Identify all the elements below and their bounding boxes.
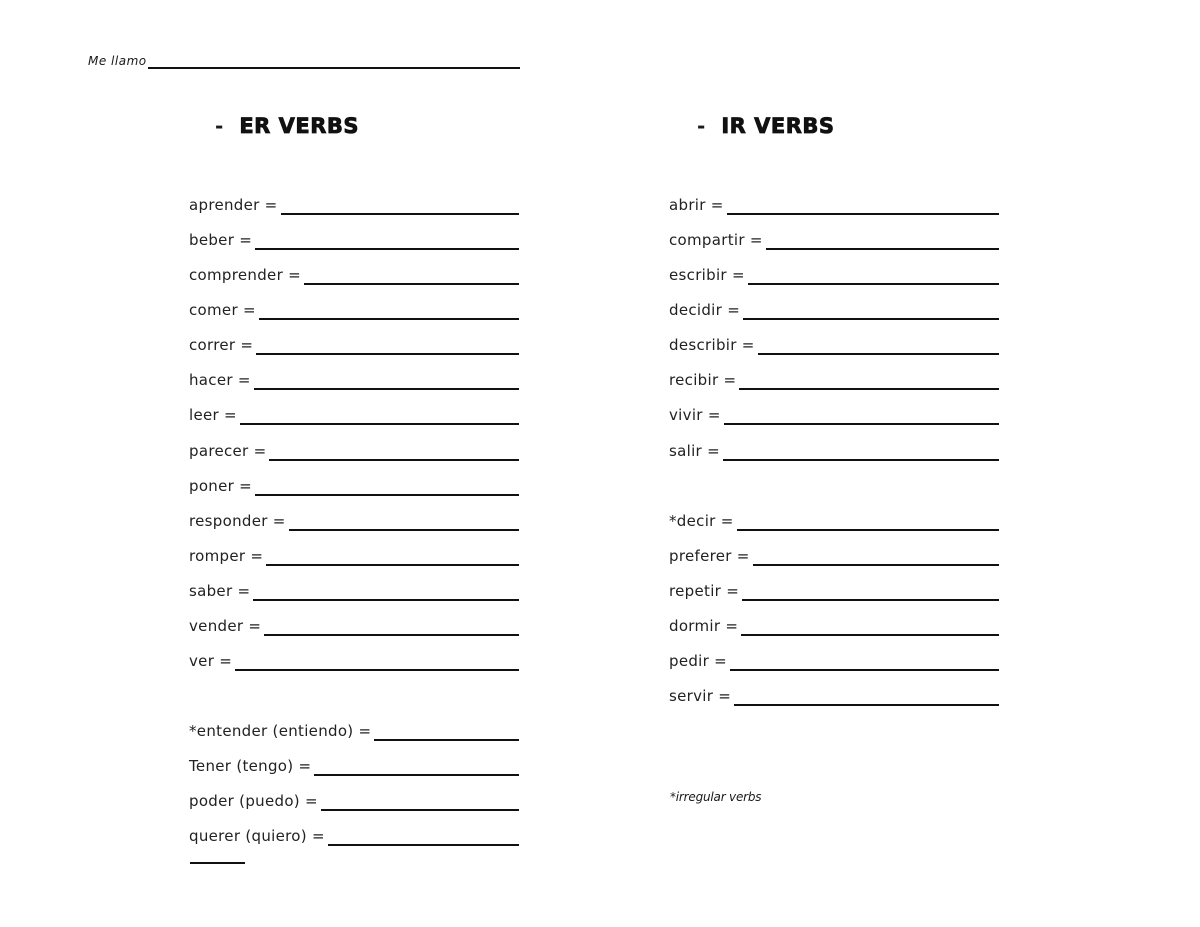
verb-label: *entender (entiendo) = bbox=[189, 722, 372, 740]
irregular-verb-row bbox=[669, 541, 999, 565]
verb-label: preferer = bbox=[669, 547, 750, 565]
answer-line[interactable] bbox=[734, 704, 999, 706]
name-field bbox=[88, 54, 520, 68]
verb-row bbox=[189, 611, 519, 635]
verb-row bbox=[189, 225, 519, 249]
ir-verbs-heading bbox=[697, 114, 835, 138]
irregular-verb-row bbox=[669, 576, 999, 600]
answer-line-continuation[interactable] bbox=[190, 862, 245, 864]
irregular-verbs-footnote: *irregular verbs bbox=[670, 790, 762, 804]
answer-line[interactable] bbox=[321, 809, 519, 811]
irregular-verb-row bbox=[669, 681, 999, 705]
verb-label: compartir = bbox=[669, 231, 763, 249]
verb-label: recibir = bbox=[669, 371, 737, 389]
verb-label: decidir = bbox=[669, 301, 741, 319]
answer-line[interactable] bbox=[753, 564, 999, 566]
answer-line[interactable] bbox=[255, 248, 519, 250]
answer-line[interactable] bbox=[253, 599, 519, 601]
verb-row bbox=[189, 436, 519, 460]
answer-line[interactable] bbox=[254, 388, 519, 390]
verb-label: abrir = bbox=[669, 196, 724, 214]
verb-label: leer = bbox=[189, 406, 237, 424]
verb-row bbox=[669, 295, 999, 319]
verb-label: *decir = bbox=[669, 512, 734, 530]
verb-label: hacer = bbox=[189, 371, 251, 389]
verb-label: saber = bbox=[189, 582, 251, 600]
verb-row bbox=[669, 365, 999, 389]
er-heading-title: ER VERBS bbox=[239, 114, 360, 138]
verb-row bbox=[669, 260, 999, 284]
verb-row bbox=[669, 190, 999, 214]
verb-row bbox=[189, 541, 519, 565]
verb-label: poder (puedo) = bbox=[189, 792, 318, 810]
answer-line[interactable] bbox=[259, 318, 519, 320]
verb-label: vender = bbox=[189, 617, 262, 635]
verb-label: comer = bbox=[189, 301, 256, 319]
answer-line[interactable] bbox=[256, 353, 519, 355]
verb-row bbox=[189, 330, 519, 354]
answer-line[interactable] bbox=[269, 459, 519, 461]
answer-line[interactable] bbox=[281, 213, 519, 215]
er-heading-dash: - bbox=[215, 114, 224, 138]
answer-line[interactable] bbox=[235, 669, 519, 671]
verb-label: describir = bbox=[669, 336, 755, 354]
verb-row bbox=[189, 295, 519, 319]
verb-label: comprender = bbox=[189, 266, 301, 284]
verb-label: pedir = bbox=[669, 652, 728, 670]
verb-label: repetir = bbox=[669, 582, 740, 600]
verb-row bbox=[189, 471, 519, 495]
answer-line[interactable] bbox=[730, 669, 999, 671]
irregular-verb-row bbox=[669, 646, 999, 670]
answer-line[interactable] bbox=[374, 739, 519, 741]
verb-label: ver = bbox=[189, 652, 233, 670]
verb-label: vivir = bbox=[669, 406, 721, 424]
verb-label: poner = bbox=[189, 477, 253, 495]
name-label: Me llamo bbox=[88, 54, 147, 68]
answer-line[interactable] bbox=[304, 283, 519, 285]
answer-line[interactable] bbox=[742, 599, 999, 601]
irregular-verb-row bbox=[189, 751, 519, 775]
verb-label: beber = bbox=[189, 231, 253, 249]
verb-label: aprender = bbox=[189, 196, 278, 214]
ir-heading-title: IR VERBS bbox=[721, 114, 835, 138]
irregular-verb-row bbox=[189, 716, 519, 740]
verb-row bbox=[189, 646, 519, 670]
verb-label: parecer = bbox=[189, 442, 267, 460]
verb-label: dormir = bbox=[669, 617, 739, 635]
answer-line[interactable] bbox=[766, 248, 999, 250]
answer-line[interactable] bbox=[748, 283, 999, 285]
verb-row bbox=[669, 400, 999, 424]
answer-line[interactable] bbox=[723, 459, 999, 461]
name-blank-line[interactable] bbox=[148, 67, 520, 69]
answer-line[interactable] bbox=[264, 634, 519, 636]
answer-line[interactable] bbox=[328, 844, 519, 846]
verb-row bbox=[669, 436, 999, 460]
verb-row bbox=[189, 400, 519, 424]
verb-row bbox=[669, 225, 999, 249]
ir-heading-dash: - bbox=[697, 114, 706, 138]
verb-label: Tener (tengo) = bbox=[189, 757, 312, 775]
answer-line[interactable] bbox=[255, 494, 519, 496]
verb-label: querer (quiero) = bbox=[189, 827, 325, 845]
answer-line[interactable] bbox=[289, 529, 519, 531]
answer-line[interactable] bbox=[266, 564, 519, 566]
verb-row bbox=[189, 365, 519, 389]
answer-line[interactable] bbox=[743, 318, 999, 320]
verb-row bbox=[189, 506, 519, 530]
verb-row bbox=[669, 330, 999, 354]
verb-row bbox=[189, 576, 519, 600]
irregular-verb-row bbox=[669, 506, 999, 530]
verb-row bbox=[189, 190, 519, 214]
verb-label: correr = bbox=[189, 336, 254, 354]
answer-line[interactable] bbox=[741, 634, 999, 636]
verb-label: servir = bbox=[669, 687, 732, 705]
answer-line[interactable] bbox=[739, 388, 999, 390]
answer-line[interactable] bbox=[758, 353, 999, 355]
answer-line[interactable] bbox=[737, 529, 999, 531]
answer-line[interactable] bbox=[727, 213, 999, 215]
verb-label: escribir = bbox=[669, 266, 745, 284]
verb-label: responder = bbox=[189, 512, 286, 530]
verb-label: romper = bbox=[189, 547, 264, 565]
answer-line[interactable] bbox=[240, 423, 519, 425]
answer-line[interactable] bbox=[314, 774, 519, 776]
irregular-verb-row bbox=[189, 786, 519, 810]
verb-label: salir = bbox=[669, 442, 720, 460]
irregular-verb-row bbox=[189, 821, 519, 845]
verb-row bbox=[189, 260, 519, 284]
answer-line[interactable] bbox=[724, 423, 999, 425]
irregular-verb-row bbox=[669, 611, 999, 635]
er-verbs-heading bbox=[215, 114, 359, 138]
